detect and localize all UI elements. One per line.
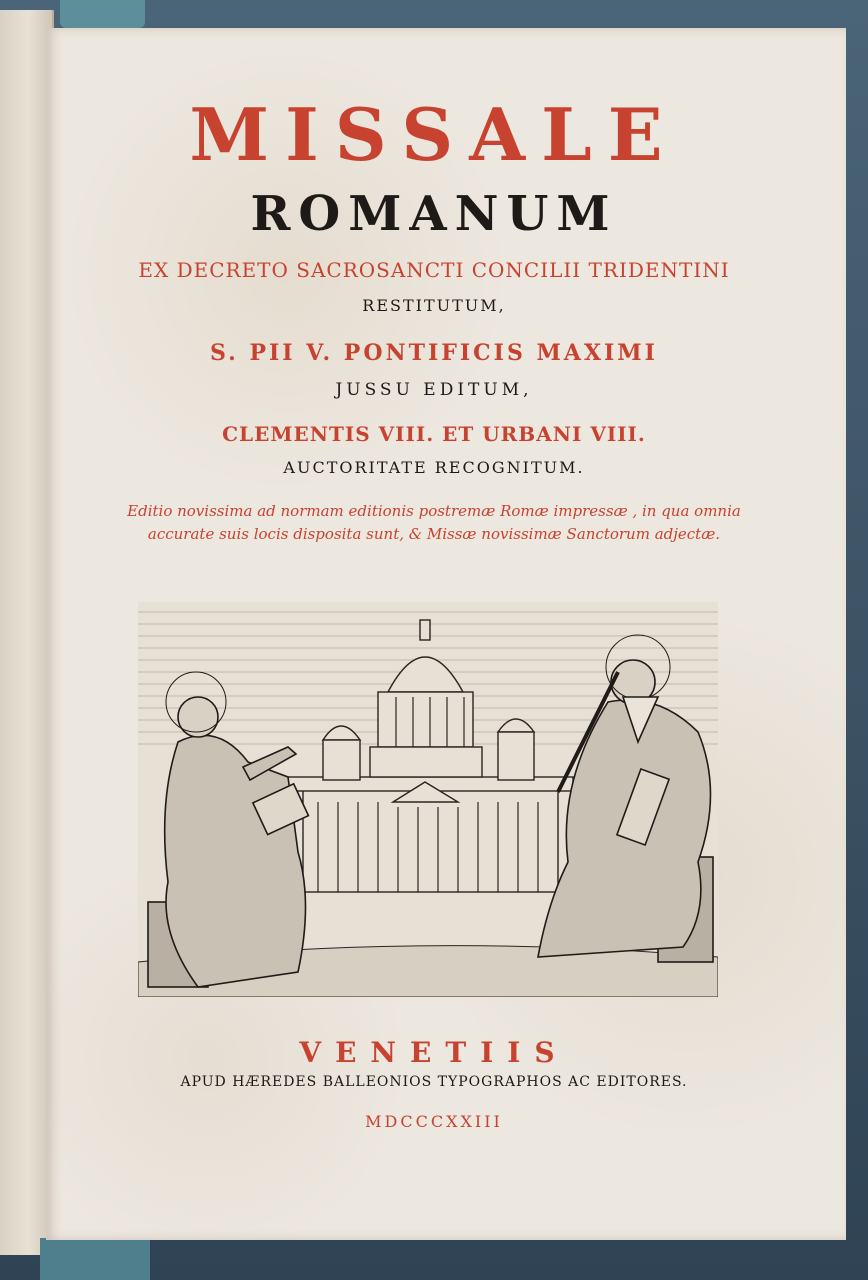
- pope-pius-line: S. PII V. PONTIFICIS MAXIMI: [210, 340, 658, 366]
- book-subtitle: ROMANUM: [250, 186, 618, 242]
- auctoritate-line: AUCTORITATE RECOGNITUM.: [283, 458, 585, 477]
- imprint-year: MDCCCXXIII: [365, 1112, 503, 1131]
- clement-urban-line: CLEMENTIS VIII. ET URBANI VIII.: [222, 422, 646, 446]
- imprint-city: VENETIIS: [299, 1036, 569, 1069]
- edition-note-line-1: Editio novissima ad normam editionis postremæ Romæ impressæ , in qua omnia: [127, 502, 741, 520]
- edition-note-line-2: accurate suis locis disposita sunt, & Missæ novissimæ Sanctorum adjectæ.: [147, 525, 721, 543]
- restitutum-line: RESTITUTUM,: [362, 296, 506, 315]
- bookmark-ribbon-bottom: [40, 1238, 150, 1280]
- bookmark-ribbon-top: [60, 0, 145, 28]
- engraving-illustration: [138, 602, 718, 997]
- book-title: MISSALE: [189, 92, 679, 177]
- jussu-editum-line: JUSSU EDITUM,: [335, 380, 533, 400]
- decree-line: EX DECRETO SACROSANCTI CONCILII TRIDENTINI: [138, 258, 730, 282]
- imprint-printer: APUD HÆREDES BALLEONIOS TYPOGRAPHOS AC EDITORES.: [180, 1074, 688, 1090]
